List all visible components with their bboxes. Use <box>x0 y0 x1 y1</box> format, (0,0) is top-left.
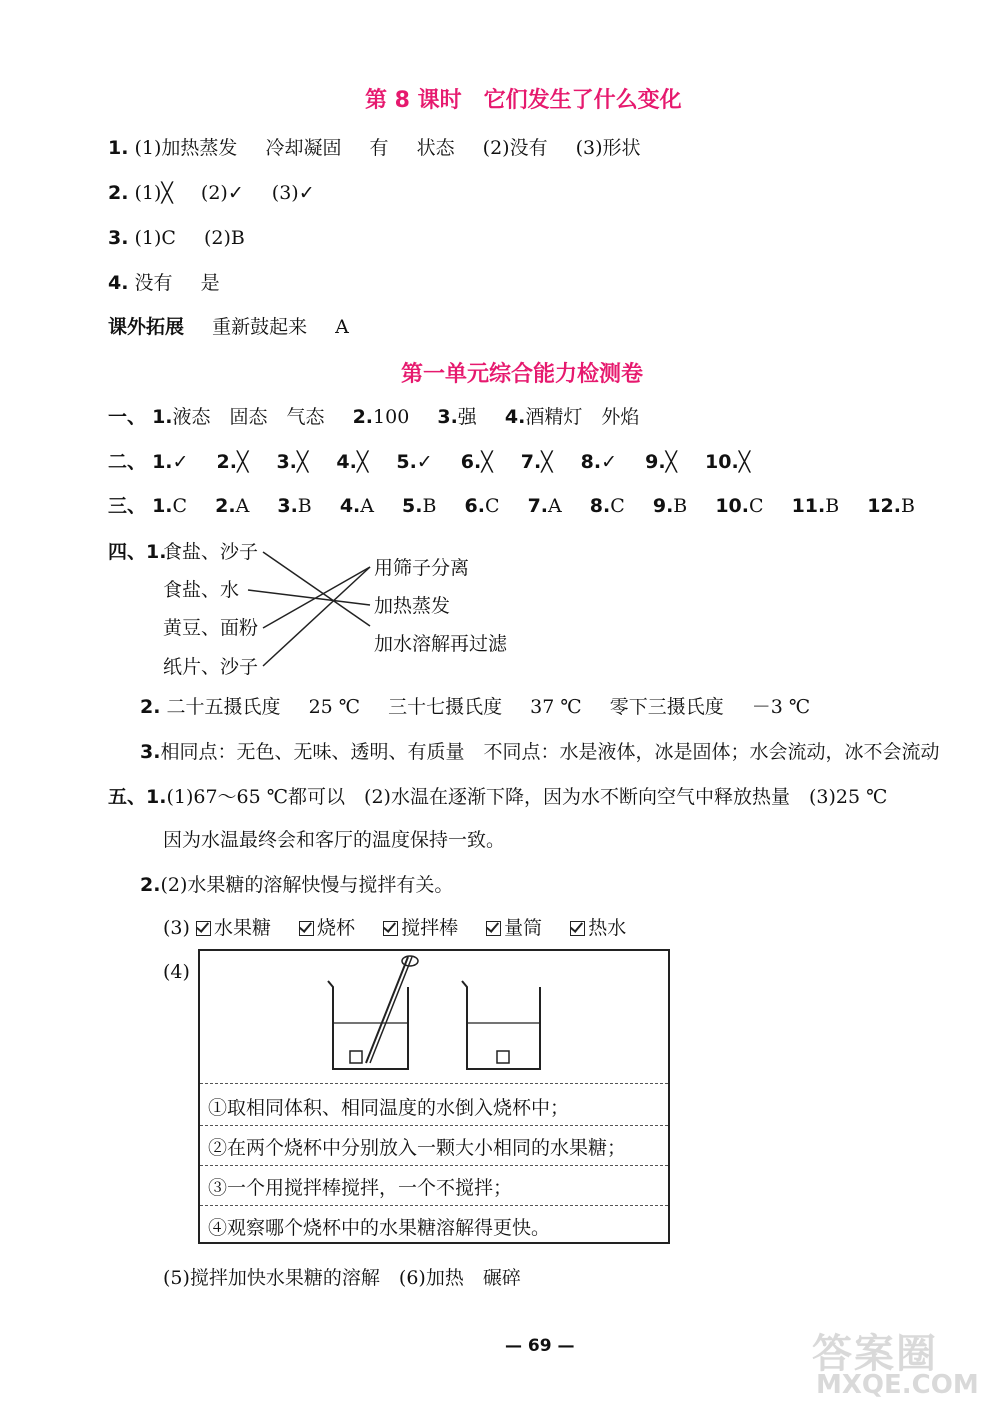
material-item: 搅拌棒 <box>401 917 459 939</box>
q-number: 12. <box>867 495 901 517</box>
q-number: 9. <box>645 451 666 473</box>
q-number: 9. <box>652 495 674 517</box>
section-label: 五、 <box>108 786 147 808</box>
q-number: 4. <box>108 272 129 294</box>
section-label: 三、 <box>108 495 147 517</box>
q-number: 5. <box>402 495 423 517</box>
section-4-q3 <box>140 740 939 764</box>
step-3: ③一个用搅拌棒搅拌，一个不搅拌； <box>208 1177 513 1199</box>
q-number: 6. <box>464 495 485 517</box>
dashed-divider <box>200 1165 668 1166</box>
match-left-4: 纸片、沙子 <box>163 656 259 678</box>
watermark-logo: 答案圈 <box>812 1331 938 1377</box>
material-item: 水果糖 <box>213 917 271 939</box>
q-number: 3. <box>277 495 298 517</box>
part-label: (3) <box>163 917 190 939</box>
answer-part: 是 <box>200 272 220 294</box>
checked-box-icon <box>570 921 585 936</box>
judgement-mark: ✓ <box>172 451 189 473</box>
q-number: 8. <box>580 451 602 473</box>
q-number: 4. <box>339 495 361 517</box>
choice-answer: B <box>422 495 437 517</box>
answer-part: 状态 <box>416 137 455 159</box>
q-number: 10. <box>715 495 749 517</box>
part-label: (4) <box>163 961 190 983</box>
lesson-title: 第 8 课时 它们发生了什么变化 <box>365 88 682 113</box>
judgement-mark: ╳ <box>236 451 249 473</box>
choice-answer: B <box>900 495 915 517</box>
dashed-divider <box>200 1083 668 1084</box>
q-number: 7. <box>520 451 542 473</box>
answer-text: 相同点：无色、无味、透明、有质量 不同点：水是液体，冰是固体；水会流动，冰不会流动 <box>160 741 940 763</box>
choice-answer: C <box>748 495 764 517</box>
answer-part: －3 ℃ <box>751 696 811 718</box>
beaker-unstirred <box>462 981 540 1069</box>
answer-part: A <box>335 316 349 338</box>
section-4-q2 <box>140 695 810 719</box>
answer-part: 冷却凝固 <box>265 137 342 159</box>
stirring-rod <box>370 957 412 1063</box>
watermark-site: MXQE.COM <box>816 1370 979 1400</box>
q-number: 3. <box>140 741 161 763</box>
answer-part: (1)╳ <box>134 182 173 204</box>
judgement-mark: ╳ <box>541 451 553 473</box>
page-number: — 69 — <box>505 1336 575 1356</box>
materials-checklist <box>163 916 626 940</box>
checked-box-icon <box>486 921 501 936</box>
q-number: 4. <box>504 406 526 428</box>
answer-part: 零下三摄氏度 <box>609 696 724 718</box>
step-2: ②在两个烧杯中分别放入一颗大小相同的水果糖； <box>208 1137 627 1159</box>
q-number: 3. <box>108 227 129 249</box>
answer-part: (3)形状 <box>575 137 641 159</box>
choice-answer: A <box>548 495 562 517</box>
q-number: 2. <box>140 696 161 718</box>
match-left-3: 黄豆、面粉 <box>163 617 259 639</box>
match-line <box>248 590 370 605</box>
q-number: 1. <box>152 451 173 473</box>
extension-label: 课外拓展 <box>108 316 185 338</box>
match-right-3: 加水溶解再过滤 <box>374 633 508 655</box>
dashed-divider <box>200 1125 668 1126</box>
match-left-2: 食盐、水 <box>163 579 240 601</box>
material-item: 烧杯 <box>317 917 356 939</box>
answer-text: 强 <box>457 406 477 428</box>
choice-answer: A <box>360 495 374 517</box>
match-line <box>263 552 370 626</box>
q-number: 2. <box>215 495 236 517</box>
checked-box-icon <box>299 921 314 936</box>
section-5-q2-p5: (5)搅拌加快水果糖的溶解 (6)加热 碾碎 <box>163 1267 521 1289</box>
judgement-mark: ✓ <box>416 451 433 473</box>
answer-part: (2)B <box>204 227 245 249</box>
experiment-box <box>198 949 670 1244</box>
q-number: 8. <box>589 495 611 517</box>
q-number: 7. <box>527 495 549 517</box>
material-item: 量筒 <box>504 917 543 939</box>
choice-answer: B <box>673 495 688 517</box>
q-number: 3. <box>276 451 297 473</box>
judgement-mark: ✓ <box>601 451 618 473</box>
answer-text: (1)67～65 ℃都可以 (2)水温在逐渐下降，因为水不断向空气中释放热量 (3)25 ℃ <box>166 786 888 808</box>
answer-part: 37 ℃ <box>530 696 582 718</box>
choice-answer: B <box>825 495 840 517</box>
unit-title: 第一单元综合能力检测卷 <box>401 362 644 387</box>
match-right-1: 用筛子分离 <box>374 557 470 579</box>
q-number: 2. <box>140 874 161 896</box>
q-number: 3. <box>437 406 458 428</box>
match-line <box>263 567 370 666</box>
q-number: 1. <box>146 541 167 563</box>
q-number: 2. <box>108 182 129 204</box>
answer-part: 三十七摄氏度 <box>388 696 503 718</box>
q-number: 2. <box>352 406 374 428</box>
section-label: 一、 <box>108 406 147 428</box>
step-1: ①取相同体积、相同温度的水倒入烧杯中； <box>208 1097 570 1119</box>
section-label: 二、 <box>108 451 147 473</box>
q-number: 5. <box>396 451 417 473</box>
answer-part: 二十五摄氏度 <box>166 696 281 718</box>
q-number: 1. <box>152 495 173 517</box>
q-number: 1. <box>146 786 167 808</box>
judgement-mark: ╳ <box>481 451 493 473</box>
judgement-mark: ╳ <box>665 451 677 473</box>
section-5-q1-line2: 因为水温最终会和客厅的温度保持一致。 <box>163 829 506 851</box>
answer-text: 液态 固态 气态 <box>172 406 325 428</box>
answer-part: 25 ℃ <box>308 696 361 718</box>
candy-cube <box>350 1051 362 1063</box>
answer-text: (2)水果糖的溶解快慢与搅拌有关。 <box>160 874 454 896</box>
judgement-mark: ╳ <box>356 451 369 473</box>
section-label: 四、 <box>108 541 147 563</box>
choice-answer: B <box>297 495 312 517</box>
answer-text: 100 <box>373 406 410 428</box>
answer-part: (3)✓ <box>271 182 315 204</box>
q-number: 6. <box>460 451 482 473</box>
checked-box-icon <box>196 921 211 936</box>
answer-part: (2)没有 <box>482 137 548 159</box>
q-number: 10. <box>705 451 739 473</box>
stirring-rod <box>366 957 408 1063</box>
answer-part: 没有 <box>134 272 173 294</box>
candy-cube <box>497 1051 509 1063</box>
answer-part: (1)C <box>134 227 176 249</box>
judgement-mark: ╳ <box>296 451 309 473</box>
choice-answer: A <box>235 495 250 517</box>
judgement-mark: ╳ <box>738 451 751 473</box>
q-number: 11. <box>791 495 826 517</box>
step-4: ④观察哪个烧杯中的水果糖溶解得更快。 <box>208 1217 551 1239</box>
checked-box-icon <box>383 921 398 936</box>
match-line <box>263 567 370 628</box>
match-left-1: 食盐、沙子 <box>163 541 259 563</box>
choice-answer: C <box>610 495 625 517</box>
q-number: 1. <box>108 137 129 159</box>
answer-part: 有 <box>369 137 389 159</box>
choice-answer: C <box>172 495 188 517</box>
answer-part: (2)✓ <box>200 182 244 204</box>
match-right-2: 加热蒸发 <box>374 595 451 617</box>
dashed-divider <box>200 1205 668 1206</box>
beakers-illustration <box>200 951 668 1081</box>
q-number: 2. <box>216 451 237 473</box>
choice-answer: C <box>484 495 500 517</box>
answer-part: 重新鼓起来 <box>212 316 308 338</box>
section-5-q1 <box>108 785 887 809</box>
answer-part: (1)加热蒸发 <box>134 137 238 159</box>
q-number: 1. <box>152 406 173 428</box>
section-5-q2 <box>140 873 453 897</box>
material-item: 热水 <box>588 917 627 939</box>
q-number: 4. <box>336 451 357 473</box>
answer-text: 酒精灯 外焰 <box>525 406 640 428</box>
